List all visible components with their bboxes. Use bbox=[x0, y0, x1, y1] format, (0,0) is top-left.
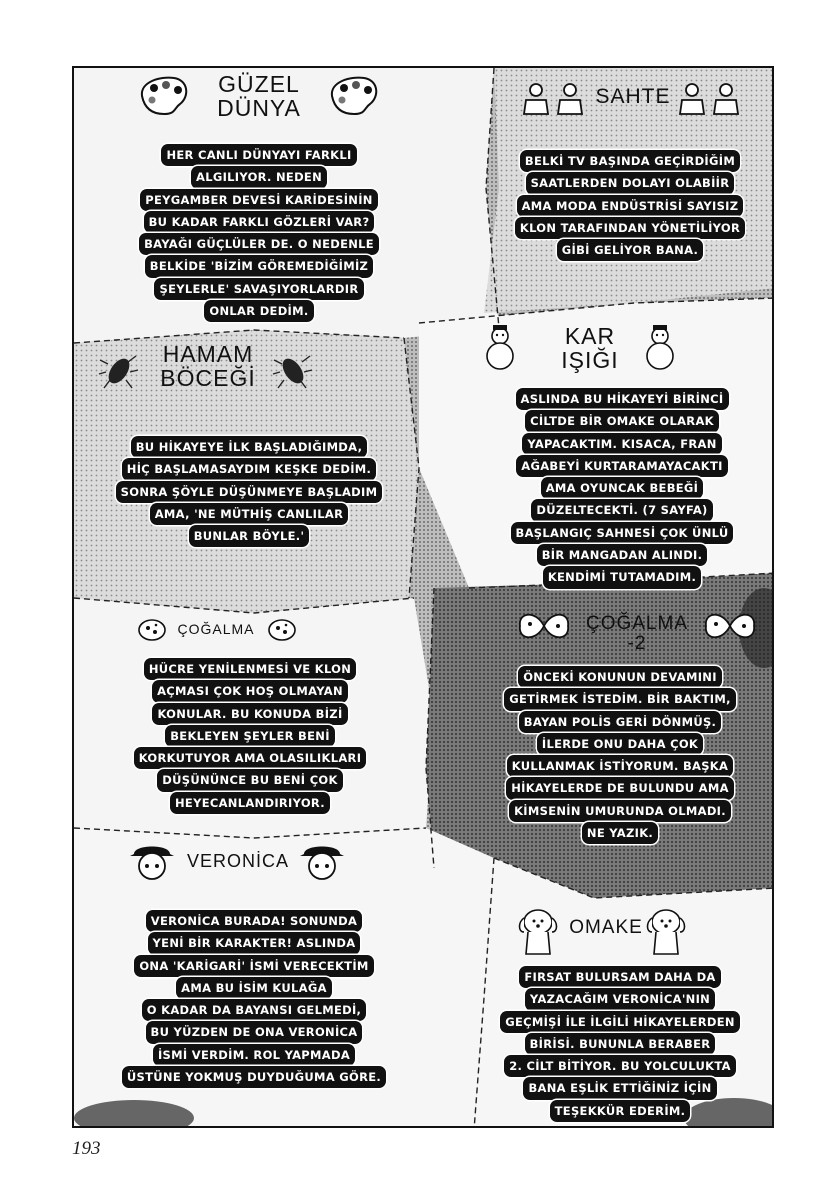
page-frame bbox=[72, 66, 774, 1128]
omake-title bbox=[564, 918, 648, 938]
text-line: BAYAN POLİS GERİ DÖNMÜŞ. bbox=[519, 711, 721, 733]
text-line: HİÇ BAŞLAMASAYDIM KEŞKE DEDİM. bbox=[122, 458, 376, 480]
text-line: HÜCRE YENİLENMESİ VE KLON bbox=[144, 658, 356, 680]
page-number: 193 bbox=[72, 1138, 101, 1159]
text-line: GEÇMİŞİ İLE İLGİLİ HİKAYELERDEN bbox=[500, 1011, 740, 1033]
guzel-dunya-title bbox=[204, 72, 314, 120]
dividing-cell-icon bbox=[516, 608, 572, 644]
text-line: BELKİDE 'BİZİM GÖREMEDİĞİMİZ bbox=[145, 255, 373, 277]
text-line: HEYECANLANDIRIYOR. bbox=[170, 792, 330, 814]
text-line: GİBİ GELİYOR BANA. bbox=[557, 239, 703, 261]
text-line: HER CANLI DÜNYAYI FARKLI bbox=[161, 144, 356, 166]
text-line: BU YÜZDEN DE ONA VERONİCA bbox=[146, 1021, 363, 1043]
cell-icon bbox=[136, 616, 168, 644]
dog-icon bbox=[644, 906, 688, 956]
text-line: BU HİKAYEYE İLK BAŞLADIĞIMDA, bbox=[131, 436, 368, 458]
cogalma-title bbox=[168, 622, 264, 637]
text-line: FIRSAT BULURSAM DAHA DA bbox=[519, 966, 720, 988]
cell-icon bbox=[266, 616, 298, 644]
text-line: KULLANMAK İSTİYORUM. BAŞKA bbox=[507, 755, 733, 777]
text-line: 2. CİLT BİTİYOR. BU YOLCULUKTA bbox=[504, 1055, 736, 1077]
text-line: SONRA ŞÖYLE DÜŞÜNMEYE BAŞLADIM bbox=[116, 481, 383, 503]
text-line: CİLTDE BİR OMAKE OLARAK bbox=[525, 410, 719, 432]
paint-palette-icon bbox=[138, 74, 190, 116]
omake-title-line-1: OMAKE bbox=[569, 917, 643, 938]
hat-girl-icon bbox=[130, 836, 174, 882]
veronica-title bbox=[178, 852, 298, 871]
snowman-icon bbox=[640, 322, 680, 372]
cogalma-2-title bbox=[574, 614, 700, 654]
text-line: HİKAYELERDE DE BULUNDU AMA bbox=[506, 777, 734, 799]
text-line: YAPACAKTIM. KISACA, FRAN bbox=[522, 433, 721, 455]
text-line: BAŞLANGIÇ SAHNESİ ÇOK ÜNLÜ bbox=[511, 522, 734, 544]
guzel-dunya-title-line-1: GÜZEL bbox=[218, 71, 300, 97]
text-line: KENDİMİ TUTAMADIM. bbox=[543, 566, 701, 588]
cogalma-2-title-line-1: ÇOĞALMA bbox=[585, 613, 689, 634]
clone-people-icon bbox=[520, 80, 588, 116]
cogalma-title-line-1: ÇOĞALMA bbox=[177, 621, 255, 637]
hamam-bocegi-title-line-1: HAMAM bbox=[162, 341, 254, 367]
text-line: İSMİ VERDİM. ROL YAPMADA bbox=[153, 1044, 355, 1066]
text-line: ÜSTÜNE YOKMUŞ DUYDUĞUMA GÖRE. bbox=[122, 1066, 386, 1088]
text-line: ALGILIYOR. NEDEN bbox=[191, 166, 327, 188]
clone-people-icon bbox=[676, 80, 744, 116]
text-line: BELKİ TV BAŞINDA GEÇİRDİĞİM bbox=[520, 150, 740, 172]
text-line: BANA EŞLİK ETTİĞİNİZ İÇİN bbox=[523, 1077, 716, 1099]
text-line: AMA BU İSİM KULAĞA bbox=[176, 977, 332, 999]
text-line: AMA OYUNCAK BEBEĞİ bbox=[541, 477, 704, 499]
text-line: AMA, 'NE MÜTHİŞ CANLILAR bbox=[150, 503, 349, 525]
veronica-text bbox=[84, 910, 424, 1088]
kar-isigi-title bbox=[542, 324, 638, 372]
dog-icon bbox=[516, 906, 560, 956]
hamam-bocegi-title bbox=[148, 342, 268, 390]
text-line: AÇMASI ÇOK HOŞ OLMAYAN bbox=[152, 680, 348, 702]
text-line: ONLAR DEDİM. bbox=[204, 300, 313, 322]
kar-isigi-title-line-2: IŞIĞI bbox=[561, 347, 619, 374]
sahte-text bbox=[490, 150, 770, 261]
text-line: BİRİSİ. BUNUNLA BERABER bbox=[525, 1033, 716, 1055]
hamam-bocegi-title-line-2: BÖCEĞİ bbox=[160, 365, 256, 392]
text-line: NE YAZIK. bbox=[582, 822, 658, 844]
text-line: İLERDE ONU DAHA ÇOK bbox=[537, 733, 703, 755]
cockroach-icon bbox=[272, 350, 314, 392]
kar-isigi-title-line-1: KAR bbox=[564, 323, 616, 349]
guzel-dunya-title-line-2: DÜNYA bbox=[217, 95, 301, 122]
text-line: KİMSENİN UMURUNDA OLMADI. bbox=[509, 800, 731, 822]
cockroach-icon bbox=[98, 350, 140, 392]
text-line: DÜŞÜNÜNCE BU BENİ ÇOK bbox=[157, 769, 342, 791]
sahte-title bbox=[590, 86, 676, 108]
text-line: BEKLEYEN ŞEYLER BENİ bbox=[165, 725, 335, 747]
omake-text bbox=[470, 966, 770, 1122]
text-line: AĞABEYİ KURTARAMAYACAKTI bbox=[516, 455, 727, 477]
text-line: BİR MANGADAN ALINDI. bbox=[537, 544, 708, 566]
text-line: ONA 'KARİGARİ' İSMİ VERECEKTİM bbox=[134, 955, 373, 977]
text-line: ŞEYLERLE' SAVAŞIYORLARDIR bbox=[154, 278, 363, 300]
text-line: KONULAR. BU KONUDA BİZİ bbox=[152, 703, 347, 725]
text-line: ASLINDA BU HİKAYEYİ BİRİNCİ bbox=[516, 388, 729, 410]
cogalma-2-title-line-2: -2 bbox=[627, 632, 647, 654]
dividing-cell-icon bbox=[702, 608, 758, 644]
text-line: BAYAĞI GÜÇLÜLER DE. O NEDENLE bbox=[139, 233, 379, 255]
text-line: YENİ BİR KARAKTER! ASLINDA bbox=[148, 932, 361, 954]
kar-isigi-text bbox=[474, 388, 770, 589]
cogalma-2-text bbox=[470, 666, 770, 844]
hamam-bocegi-text bbox=[84, 436, 414, 547]
text-line: KLON TARAFINDAN YÖNETİLİYOR bbox=[515, 217, 745, 239]
paint-palette-icon bbox=[328, 74, 380, 116]
veronica-title-line-1: VERONİCA bbox=[186, 851, 290, 871]
snowman-icon bbox=[480, 322, 520, 372]
guzel-dunya-text bbox=[94, 144, 424, 322]
text-line: DÜZELTECEKTİ. (7 SAYFA) bbox=[531, 499, 712, 521]
text-line: AMA MODA ENDÜSTRİSİ SAYISIZ bbox=[517, 195, 744, 217]
text-line: TEŞEKKÜR EDERİM. bbox=[550, 1100, 691, 1122]
text-line: GETİRMEK İSTEDİM. BİR BAKTIM, bbox=[504, 688, 736, 710]
sahte-title-line-1: SAHTE bbox=[595, 85, 671, 108]
text-line: VERONİCA BURADA! SONUNDA bbox=[146, 910, 362, 932]
text-line: BUNLAR BÖYLE.' bbox=[189, 525, 310, 547]
text-line: ÖNCEKİ KONUNUN DEVAMINI bbox=[518, 666, 722, 688]
hat-girl-icon bbox=[300, 836, 344, 882]
text-line: O KADAR DA BAYANSI GELMEDİ, bbox=[142, 999, 366, 1021]
text-line: BU KADAR FARKLI GÖZLERİ VAR? bbox=[144, 211, 375, 233]
text-line: YAZACAĞIM VERONİCA'NIN bbox=[525, 988, 715, 1010]
text-line: KORKUTUYOR AMA OLASILIKLARI bbox=[134, 747, 367, 769]
text-line: SAATLERDEN DOLAYI OLABİİR bbox=[526, 172, 735, 194]
text-line: PEYGAMBER DEVESİ KARİDESİNİN bbox=[140, 189, 377, 211]
cogalma-text bbox=[92, 658, 408, 814]
